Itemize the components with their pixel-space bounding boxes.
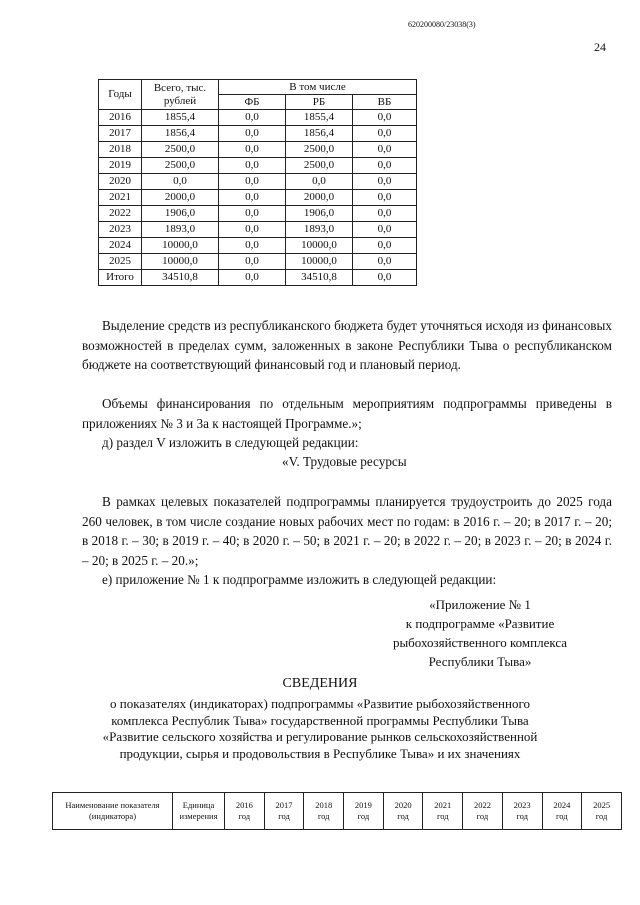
cell-year: Итого [99,270,142,286]
cell-vb: 0,0 [353,190,417,206]
indicator-table [52,792,622,830]
cell-total: 0,0 [142,174,219,190]
cell-year: 2023 [99,222,142,238]
header-fb: ФБ [219,95,286,110]
paragraph-labor-resources: В рамках целевых показателей подпрограммы планируется трудоустроить до 2025 года 260 человек, в том числе создание новых рабочих мест по годам: в 2016 г. – 20; в 2017 г. – 20; в 2018 г. – 30; в 2019 г. – 40; в 2020 г. – 50; в 2021 г. – 20; в 2022 г. – 20; в 2023 г. – 20; в 2024 г. – 20; в 2025 г. – 20.»; [82,494,612,568]
header-year: 2025 год [582,793,622,830]
header-year: 2022 год [463,793,503,830]
cell-fb: 0,0 [219,206,286,222]
cell-year: 2018 [99,142,142,158]
budget-table [98,79,417,286]
cell-year: 2024 [99,238,142,254]
header-year: 2017 год [264,793,304,830]
appendix-line: рыбохозяйственного комплекса [392,635,568,650]
cell-rb: 10000,0 [286,238,353,254]
cell-total: 1906,0 [142,206,219,222]
appendix-line: «Приложение № 1 [429,597,531,612]
cell-total: 2500,0 [142,142,219,158]
header-including: В том числе [219,80,417,95]
cell-total: 2500,0 [142,158,219,174]
table-row [99,158,417,174]
table-row [99,110,417,126]
table-row [99,206,417,222]
cell-vb: 0,0 [353,222,417,238]
table-row-total [99,270,417,286]
cell-fb: 0,0 [219,222,286,238]
header-year: 2016 год [225,793,265,830]
header-year: 2024 год [542,793,582,830]
cell-total: 10000,0 [142,238,219,254]
cell-rb: 1855,4 [286,110,353,126]
cell-rb: 0,0 [286,174,353,190]
section-heading: «V. Трудовые ресурсы [282,454,407,469]
cell-vb: 0,0 [353,174,417,190]
cell-total: 1855,4 [142,110,219,126]
cell-vb: 0,0 [353,142,417,158]
page-number: 24 [594,40,606,54]
table-row [99,254,417,270]
cell-fb: 0,0 [219,190,286,206]
header-unit: Единица измерения [173,793,225,830]
cell-rb: 1893,0 [286,222,353,238]
cell-vb: 0,0 [353,206,417,222]
cell-vb: 0,0 [353,254,417,270]
cell-rb: 2000,0 [286,190,353,206]
paragraph-funding-note: Выделение средств из республиканского бюджета будет уточняться исходя из финансовых возможностей в пределах сумм, заложенных в законе Республики Тыва о республиканском бюджете на соответствующий финансовый год и плановый период. [82,318,612,373]
appendix-line: к подпрограмме «Развитие [405,616,555,631]
table-row [99,238,417,254]
cell-total: 10000,0 [142,254,219,270]
cell-total: 1856,4 [142,126,219,142]
cell-year: 2025 [99,254,142,270]
paragraph-appendix-edit: е) приложение № 1 к подпрограмме изложить в следующей редакции: [102,572,497,587]
cell-rb: 34510,8 [286,270,353,286]
cell-vb: 0,0 [353,158,417,174]
header-year: 2018 год [304,793,344,830]
cell-fb: 0,0 [219,238,286,254]
indicator-header-row [53,793,622,830]
cell-fb: 0,0 [219,158,286,174]
header-year: 2021 год [423,793,463,830]
table-row [99,126,417,142]
cell-fb: 0,0 [219,126,286,142]
cell-fb: 0,0 [219,174,286,190]
cell-rb: 1856,4 [286,126,353,142]
table-row [99,174,417,190]
cell-year: 2021 [99,190,142,206]
cell-vb: 0,0 [353,238,417,254]
paragraph-financing-volumes: Объемы финансирования по отдельным мероприятиям подпрограммы приведены в приложениях № 3 и 3а к настоящей Программе.»; [82,396,612,431]
cell-total: 34510,8 [142,270,219,286]
cell-fb: 0,0 [219,270,286,286]
header-indicator-name: Наименование показателя (индикатора) [53,793,173,830]
header-total: Всего, тыс. рублей [142,80,219,110]
cell-rb: 1906,0 [286,206,353,222]
header-year: 2019 год [344,793,384,830]
cell-fb: 0,0 [219,110,286,126]
appendix-block [390,595,570,671]
cell-rb: 2500,0 [286,142,353,158]
table-row [99,142,417,158]
appendix-line: Республики Тыва» [428,654,532,669]
cell-fb: 0,0 [219,142,286,158]
cell-year: 2022 [99,206,142,222]
document-code: 620200080/23038(3) [408,20,476,29]
cell-rb: 10000,0 [286,254,353,270]
table-row [99,222,417,238]
cell-total: 2000,0 [142,190,219,206]
cell-rb: 2500,0 [286,158,353,174]
paragraph-section-v-edit: д) раздел V изложить в следующей редакции: [102,435,359,450]
info-subtitle: о показателях (индикаторах) подпрограммы «Развитие рыбохозяйственного комплекса Республик Тыва» государственной программы Республики Тыва «Развитие сельского хозяйства и регулирование рынков сельскохозяйственной продукции, сырья и продовольствия в Республике Тыва» и их значениях [102,696,538,761]
table-row [99,190,417,206]
cell-year: 2019 [99,158,142,174]
header-years: Годы [99,80,142,110]
header-year: 2023 год [502,793,542,830]
cell-fb: 0,0 [219,254,286,270]
cell-vb: 0,0 [353,270,417,286]
cell-year: 2016 [99,110,142,126]
header-rb: РБ [286,95,353,110]
cell-vb: 0,0 [353,126,417,142]
cell-total: 1893,0 [142,222,219,238]
cell-vb: 0,0 [353,110,417,126]
cell-year: 2020 [99,174,142,190]
header-vb: ВБ [353,95,417,110]
info-title: СВЕДЕНИЯ [282,676,358,691]
header-year: 2020 год [383,793,423,830]
cell-year: 2017 [99,126,142,142]
